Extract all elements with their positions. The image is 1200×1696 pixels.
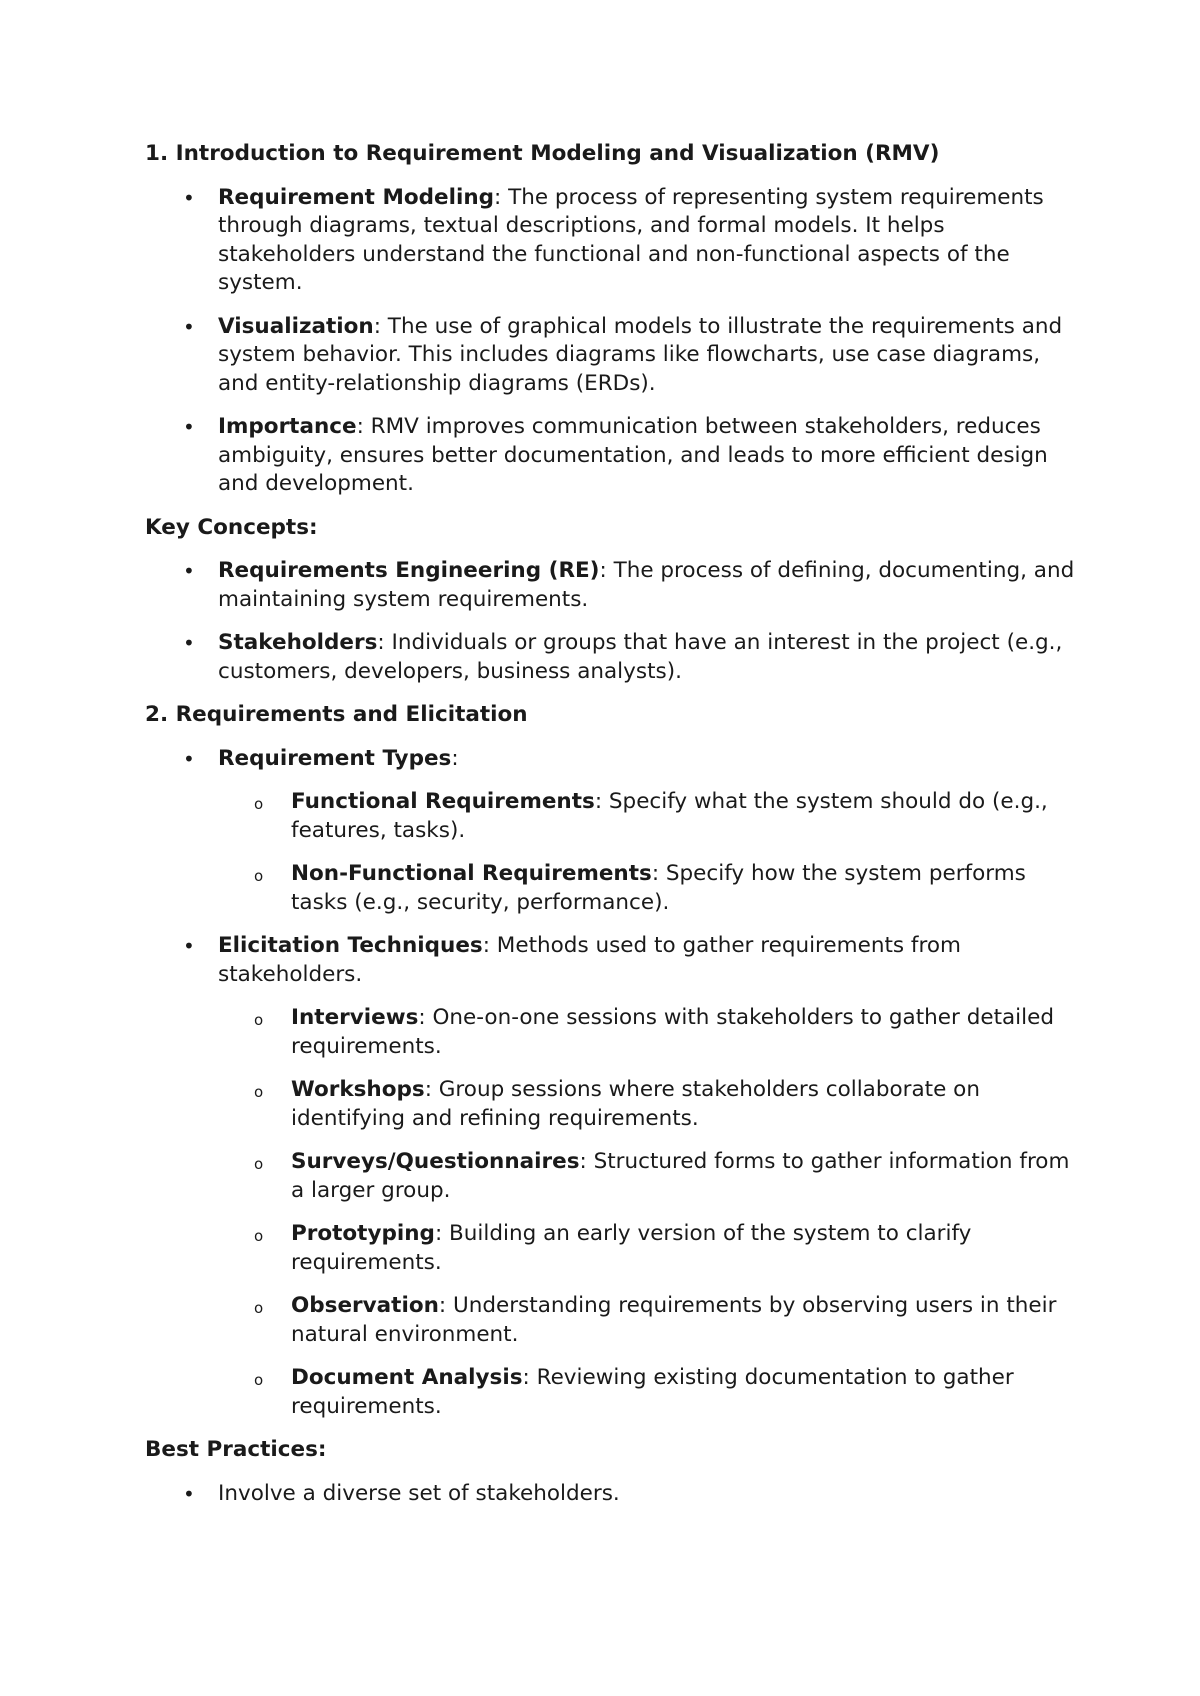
list-item-term: Workshops xyxy=(291,1077,425,1102)
key-concepts-list xyxy=(145,557,1085,686)
list-item-text: : Understanding requirements by observing users in their natural environment. xyxy=(291,1293,1057,1347)
sublist-item xyxy=(218,788,1085,845)
list-item xyxy=(145,557,1085,614)
list-item-text: : Individuals or groups that have an interest in the project (e.g., customers, developers, business analysts). xyxy=(218,630,1063,684)
list-item-text: : One-on-one sessions with stakeholders to gather detailed requirements. xyxy=(291,1005,1054,1059)
list-item-term: Requirements Engineering (RE) xyxy=(218,558,600,583)
bullet-icon: • xyxy=(183,1481,195,1506)
sublist-item xyxy=(218,1076,1085,1133)
section-2-heading: 2. Requirements and Elicitation xyxy=(145,702,528,727)
bullet-icon: • xyxy=(183,934,195,958)
list-item-term: Prototyping xyxy=(291,1221,435,1246)
section-2-list xyxy=(145,745,1085,1422)
sublist-item xyxy=(218,1292,1085,1349)
list-item-text: : Building an early version of the system to clarify requirements. xyxy=(291,1221,972,1275)
list-item-text: : The process of defining, documenting, and maintaining system requirements. xyxy=(218,558,1075,612)
requirement-types-sublist xyxy=(218,788,1085,917)
section-1-list xyxy=(145,184,1085,499)
list-item-text: : Specify how the system performs tasks (e.g., security, performance). xyxy=(291,861,1026,915)
circle-bullet-icon: o xyxy=(254,1011,264,1029)
bullet-icon: • xyxy=(183,314,195,339)
list-item-term: Non-Functional Requirements xyxy=(291,861,652,886)
circle-bullet-icon: o xyxy=(254,1299,264,1317)
circle-bullet-icon: o xyxy=(254,1371,264,1389)
list-item-term: Document Analysis xyxy=(291,1365,523,1390)
sublist-item xyxy=(218,1220,1085,1277)
list-item-term: Observation xyxy=(291,1293,439,1318)
list-item-text: : The use of graphical models to illustrate the requirements and system behavior. This includes diagrams like flowcharts, use case diagrams, and entity-relationship diagrams (ERDs). xyxy=(218,313,1063,396)
sublist-item xyxy=(218,1148,1085,1205)
list-item-text: : Methods used to gather requirements from stakeholders. xyxy=(218,933,961,987)
list-item-text: : Group sessions where stakeholders collaborate on identifying and refining requirements. xyxy=(291,1077,980,1131)
bullet-icon: • xyxy=(183,415,195,439)
bullet-icon: • xyxy=(183,631,195,655)
list-item-term: Surveys/Questionnaires xyxy=(291,1149,580,1174)
list-item xyxy=(145,413,1085,499)
key-concepts-heading: Key Concepts: xyxy=(145,514,318,540)
document-page xyxy=(145,140,1085,1523)
best-practices-list xyxy=(145,1480,1085,1509)
section-1-heading: 1. Introduction to Requirement Modeling and Visualization (RMV) xyxy=(145,141,940,166)
list-item xyxy=(145,745,1085,918)
list-item-text: : Structured forms to gather information from a larger group. xyxy=(291,1149,1070,1203)
list-item xyxy=(145,313,1085,399)
list-item xyxy=(145,629,1085,686)
circle-bullet-icon: o xyxy=(254,1083,264,1101)
bullet-icon: • xyxy=(183,185,195,210)
sublist-item xyxy=(218,860,1085,917)
list-item xyxy=(145,184,1085,298)
sublist-item xyxy=(218,1364,1085,1421)
list-item-term: Requirement Types xyxy=(218,745,452,771)
circle-bullet-icon: o xyxy=(254,1155,264,1173)
list-item-term: Visualization xyxy=(218,313,374,339)
list-item-text: : RMV improves communication between stakeholders, reduces ambiguity, ensures better documentation, and leads to more efficient design and development. xyxy=(218,414,1048,496)
list-item-text: Involve a diverse set of stakeholders. xyxy=(218,1480,620,1506)
list-item-term: Interviews xyxy=(291,1005,419,1030)
elicitation-techniques-sublist xyxy=(218,1004,1085,1421)
circle-bullet-icon: o xyxy=(254,795,264,813)
sublist-item xyxy=(218,1004,1085,1061)
list-item-term: Importance xyxy=(218,414,357,439)
list-item-text: : The process of representing system requirements through diagrams, textual descriptions, and formal models. It helps stakeholders understand the functional and non-functional aspects of the system. xyxy=(218,184,1044,295)
list-item-text: : Specify what the system should do (e.g., features, tasks). xyxy=(291,789,1048,843)
best-practices-heading: Best Practices: xyxy=(145,1437,327,1462)
list-item-term: Stakeholders xyxy=(218,630,378,655)
list-item-term: Requirement Modeling xyxy=(218,184,495,210)
list-item-term: Functional Requirements xyxy=(291,789,595,814)
list-item-term: Elicitation Techniques xyxy=(218,933,483,958)
bullet-icon: • xyxy=(183,746,195,771)
circle-bullet-icon: o xyxy=(254,867,264,885)
list-item-text: : Reviewing existing documentation to gather requirements. xyxy=(291,1365,1014,1419)
bullet-icon: • xyxy=(183,559,195,583)
list-item xyxy=(145,932,1085,1421)
list-item-text: : xyxy=(451,745,459,771)
circle-bullet-icon: o xyxy=(254,1227,264,1245)
list-item xyxy=(145,1480,1085,1509)
